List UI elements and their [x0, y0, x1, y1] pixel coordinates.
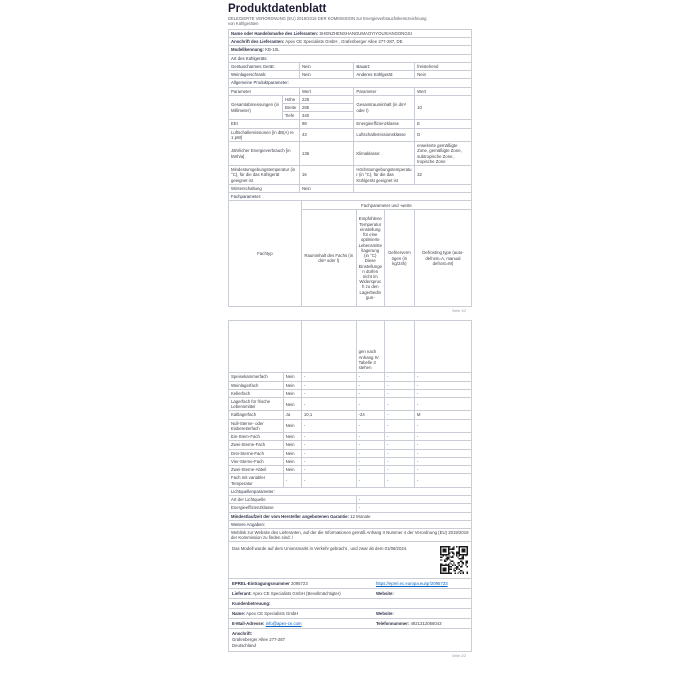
fach-row: [229, 457, 472, 465]
general-params-table: [228, 119, 472, 193]
fach-value-cell: -: [301, 398, 356, 411]
fach-value-cell: -: [414, 474, 471, 487]
param-label: Höchstumgebungstemperatur (in °C), für die das Kühlgerät geeignet ist: [354, 166, 415, 185]
fach-value-cell: -: [301, 449, 356, 457]
eprel-number: [232, 581, 376, 586]
fach-value-cell: -: [356, 419, 384, 432]
fach-span-header: Fachparameter und -werte: [301, 201, 471, 210]
fach-row: [229, 398, 472, 411]
weblink-table: [228, 528, 472, 542]
row-label: Bauart:: [354, 62, 415, 70]
param-label: Art der Lichtquelle: [229, 496, 357, 504]
fach-value-cell: -: [356, 398, 384, 411]
column-header-freeze: Gefriervermögen (in kg/24h): [384, 210, 414, 307]
section-header-more: Weitere Angaben:: [229, 520, 472, 528]
eprel-number-row: [229, 579, 471, 589]
qr-code: [440, 546, 468, 574]
table-row: [229, 120, 472, 128]
volume-value: 10: [415, 95, 472, 120]
fach-header-table: [228, 200, 472, 307]
fach-value-cell: -: [414, 466, 471, 474]
fach-value-cell: -: [301, 389, 356, 397]
param-value: -: [356, 504, 471, 512]
support-contact-row: [229, 619, 471, 629]
eprel-number-label: EPREL-Eintragungsnummer: [232, 581, 290, 587]
address-line1: Grafenberger Allee 277-287: [232, 636, 286, 642]
name-label: Name:: [232, 611, 246, 617]
param-label: Energieeffizienzklasse: [354, 120, 415, 128]
fach-type-cell: Vier-Sterne-Fach: [229, 457, 284, 465]
column-header: Wert: [299, 87, 353, 95]
market-info-box: [228, 541, 472, 579]
param-value: -: [356, 496, 471, 504]
document-subtitle: DELEGIERTE VERORDNUNG (EU) 2019/2016 DER KOMMISSION zur Energieverbrauchskennzeichnung von Kühlgeräten: [228, 16, 427, 27]
fach-value-cell: Nein: [283, 373, 301, 381]
dimensions-label: Gesamtabmessungen (in Millimeter): [229, 95, 283, 120]
fach-type-cell: Drei-Sterne-Fach: [229, 449, 284, 457]
fach-value-cell: -: [414, 457, 471, 465]
param-value: 32: [415, 166, 472, 185]
param-label: Winterschaltung: [229, 184, 300, 192]
warranty-label: Mindestlaufzeit der vom Hersteller angebotenen Garantie:: [231, 513, 349, 519]
support-name: [232, 611, 376, 616]
fach-value-cell: -: [356, 449, 384, 457]
row-value: Nein: [299, 62, 353, 70]
fach-value-cell: -: [384, 389, 414, 397]
light-table: [228, 495, 472, 512]
param-label: EEI: [229, 120, 300, 128]
table-row: [229, 128, 472, 141]
fach-type-cell: Speisekammerfach: [229, 373, 284, 381]
fach-value-cell: -: [414, 389, 471, 397]
fach-table: [228, 320, 472, 488]
section-header-general: Allgemeine Produktparameter:: [229, 79, 472, 87]
website-cell: [376, 591, 468, 596]
fach-value-cell: -: [356, 381, 384, 389]
table-row: [229, 321, 472, 373]
column-header-temp: Empfohlene Temperatureinstellung für eine optimierte Lebensmittellagerung (in °C) Diese Einstellungen dürfen nicht im Widerspruch zu den Lagerbedingun-: [356, 210, 384, 307]
fach-value-cell: -: [356, 466, 384, 474]
param-label: Luftschallemissionen [in dB(A) re 1 pW]: [229, 128, 300, 141]
fach-table-body: [229, 373, 472, 488]
fach-value-cell: -: [301, 433, 356, 441]
dimensions-table: [228, 95, 472, 121]
supplier-table: [228, 29, 472, 55]
column-header: Wert: [415, 87, 472, 95]
row-value: Nein: [415, 71, 472, 79]
warranty-value: 12 Monate: [350, 513, 371, 519]
fach-value-cell: -: [301, 466, 356, 474]
email-label: E-Mail-Adresse:: [232, 621, 265, 627]
supplier-address-value: Apex CE Specialists GmbH , Grafenberger Allee 277-287, DE: [285, 39, 403, 45]
fach-type-cell: Kellerfach: [229, 389, 284, 397]
empty-cell: [229, 321, 302, 373]
fach-value-cell: Nein: [283, 466, 301, 474]
table-row: [229, 142, 472, 166]
table-row: [229, 201, 472, 210]
fach-value-cell: -: [384, 433, 414, 441]
market-info-text: Das Modell wurde auf dem Unionsmarkt in Verkehr gebracht , und zwar ab dem 01/08/2024.: [232, 546, 408, 552]
param-label: Klimaklasse:: [354, 142, 415, 166]
name-value: Apex CE Specialists GmbH: [246, 611, 299, 617]
fach-row: [229, 449, 472, 457]
empty-cell: [301, 321, 356, 373]
support-header-row: [229, 599, 471, 609]
column-header: Parameter: [354, 87, 415, 95]
fach-type-cell: Zwei-Sterne-Fach: [229, 441, 284, 449]
table-row: [229, 95, 472, 103]
weblink-text: Weblink zur Website des Lieferanten, auf der die Informationen gemäß Anhang II Nummer 4 der Verordnung (EU) 2019/2019 der Kommission zu finden sind: /: [229, 528, 472, 541]
page-2: [228, 320, 472, 659]
phone-label: Telefonnummer:: [375, 621, 410, 627]
fach-value-cell: -: [301, 419, 356, 432]
fach-value-cell: M: [414, 411, 471, 419]
fach-value-cell: -: [414, 398, 471, 411]
fach-type-cell: Kaltlagerfach: [229, 411, 284, 419]
fach-value-cell: -: [384, 398, 414, 411]
fach-row: [229, 373, 472, 381]
row-label: Anderes Kühlgerät:: [354, 71, 415, 79]
eprel-box: [228, 578, 472, 651]
param-label: Mindestumgebungstemperatur (in °C), für die das Kühlgerät geeignet ist: [229, 166, 300, 185]
fach-value-cell: -: [384, 441, 414, 449]
fach-value-cell: 10,1: [301, 411, 356, 419]
support-name-row: [229, 609, 471, 619]
fach-type-cell: Lagerfach für frische Lebensmittel: [229, 398, 284, 411]
supplier-name-value: SHENZHENSHANGUMAOYIYOUXIANGONGSI: [319, 30, 412, 36]
param-value: 43: [299, 128, 353, 141]
fach-row: [229, 411, 472, 419]
row-value: freistehend: [415, 62, 472, 70]
fach-value-cell: -: [384, 449, 414, 457]
dimension-sub-value: 340: [299, 112, 353, 120]
support-email: [232, 621, 376, 626]
fach-value-cell: -24: [356, 411, 384, 419]
fach-row: [229, 441, 472, 449]
empty-cell: [414, 321, 471, 373]
param-label: Luftschallemissionsklasse: [354, 128, 415, 141]
fach-row: [229, 381, 472, 389]
datasheet-document: [228, 0, 472, 659]
param-value: E: [415, 120, 472, 128]
model-id-label: Modellkennung:: [231, 47, 264, 53]
fach-value-cell: -: [414, 441, 471, 449]
support-phone: [376, 621, 468, 626]
fach-value-cell: -: [301, 474, 356, 487]
param-value: 136: [299, 142, 353, 166]
fach-value-cell: -: [356, 373, 384, 381]
dimension-sub-value: 285: [299, 104, 353, 112]
website-label: Website:: [375, 611, 394, 617]
row-label: Geräuscharmes Gerät:: [229, 62, 300, 70]
supplier-name-label: Name oder Handelsmarke des Lieferanten:: [231, 30, 319, 36]
eprel-number-value: 2095723: [290, 581, 308, 587]
page-2-footer: Seite 2/2: [452, 653, 466, 658]
fach-row: [229, 474, 472, 487]
param-label: Jährlicher Energieverbrauch [in kWh/a]: [229, 142, 300, 166]
supplier-label: Lieferant:: [232, 591, 252, 597]
supplier-address-label: Anschrift des Lieferanten:: [231, 39, 285, 45]
address-label: Anschrift:: [232, 631, 253, 637]
address-block: [232, 631, 468, 649]
fach-value-cell: -: [414, 373, 471, 381]
column-header-temp-continued: gen nach Anhang IV Tabelle 3 stehen: [356, 321, 384, 373]
page-1-footer: Seite 1/2: [452, 309, 466, 314]
eprel-link-cell: [376, 581, 468, 586]
address-row: [229, 629, 471, 651]
param-value: 16: [299, 166, 353, 185]
fach-value-cell: Nein: [283, 441, 301, 449]
fach-value-cell: -: [384, 474, 414, 487]
model-id-value: KB-10L: [265, 47, 280, 53]
fach-value-cell: -: [384, 466, 414, 474]
fach-value-cell: -: [356, 389, 384, 397]
email-link[interactable]: info@apex-ce.com: [265, 621, 302, 627]
fach-value-cell: -: [384, 419, 414, 432]
table-row: [229, 166, 472, 185]
fach-value-cell: -: [356, 433, 384, 441]
dimension-sub-value: 225: [299, 95, 353, 103]
fach-value-cell: Nein: [283, 419, 301, 432]
fach-value-cell: Nein: [283, 457, 301, 465]
fach-value-cell: -: [301, 381, 356, 389]
fach-value-cell: -: [301, 441, 356, 449]
fach-value-cell: -: [384, 411, 414, 419]
fach-type-cell: Weinlagerfach: [229, 381, 284, 389]
fach-row: [229, 419, 472, 432]
type-table: [228, 62, 472, 79]
param-value: erweiterte gemäßigte Zone, gemäßigte Zone, subtropische Zone, tropische Zone: [415, 142, 472, 166]
fach-row: [229, 466, 472, 474]
fach-value-cell: -: [384, 373, 414, 381]
fach-value-cell: Nein: [283, 449, 301, 457]
fach-value-cell: -: [356, 474, 384, 487]
dimension-sub-label: Höhe: [282, 95, 299, 103]
website-cell: [376, 611, 468, 616]
column-header: Parameter: [229, 87, 300, 95]
param-label: Energieeffizienzklasse: [229, 504, 357, 512]
table-row: [229, 29, 472, 37]
volume-label: Gesamtrauminhalt (in dm³ oder l): [354, 95, 415, 120]
param-value: D: [415, 128, 472, 141]
row-value: Nein: [299, 71, 353, 79]
row-label: Weinlagerschrank:: [229, 71, 300, 79]
eprel-link[interactable]: https://eprel.ec.europa.eu/qr/2095723: [375, 581, 448, 587]
supplier-address-cell: [229, 38, 472, 46]
page-1: [228, 3, 472, 314]
dimension-sub-label: Tiefe: [282, 112, 299, 120]
fach-value-cell: -: [414, 433, 471, 441]
param-value: Nein: [299, 184, 353, 192]
column-header-fachtyp: Fachtyp: [229, 201, 302, 307]
fach-value-cell: -: [384, 381, 414, 389]
table-row: [229, 496, 472, 504]
section-header-fach: Fachparameter:: [229, 193, 472, 201]
fach-type-cell: Fach mit variabler Temperatur: [229, 474, 284, 487]
fach-value-cell: Nein: [283, 381, 301, 389]
page-title: Produktdatenblatt: [228, 3, 327, 15]
fach-value-cell: -: [384, 457, 414, 465]
dimension-sub-label: Breite: [282, 104, 299, 112]
fach-type-cell: Ein-Stern-Fach: [229, 433, 284, 441]
fach-value-cell: -: [356, 441, 384, 449]
fach-value-cell: -: [414, 419, 471, 432]
fach-row: [229, 389, 472, 397]
table-row: [229, 62, 472, 70]
column-header-defrost: Defrosting type (auto-defrost=A, manual defrost=M): [414, 210, 471, 307]
fach-value-cell: Nein: [283, 389, 301, 397]
fach-value-cell: Nein: [283, 398, 301, 411]
column-header-volume: Rauminhalt des Fachs (in dm³ oder l): [301, 210, 356, 307]
address-line2: Deutschland: [232, 642, 256, 648]
fach-value-cell: -: [283, 474, 301, 487]
website-label: Website:: [375, 591, 394, 597]
fach-value-cell: -: [301, 373, 356, 381]
fach-value-cell: -: [356, 457, 384, 465]
fach-value-cell: Nein: [283, 433, 301, 441]
fach-value-cell: Ja: [283, 411, 301, 419]
eprel-supplier: [232, 591, 376, 596]
table-row: [229, 38, 472, 46]
supplier-value: Apex CE Specialists GmbH (Bevollmächtigter): [252, 591, 341, 597]
param-value: 98: [299, 120, 353, 128]
section-header-art: Art des Kühlgeräts:: [229, 54, 472, 62]
supplier-name-cell: [229, 29, 472, 37]
fach-row: [229, 433, 472, 441]
section-header-light: Lichtquellenparameter:: [229, 487, 472, 495]
fach-value-cell: -: [301, 457, 356, 465]
phone-value: 4921312066043: [410, 621, 442, 627]
eprel-supplier-row: [229, 589, 471, 599]
empty-cell: [384, 321, 414, 373]
fach-value-cell: -: [414, 449, 471, 457]
fach-type-cell: Null-Sterne- oder Eisbereiterfach: [229, 419, 284, 432]
fach-type-cell: Zwei-Sterne-Abteil: [229, 466, 284, 474]
fach-value-cell: -: [414, 381, 471, 389]
support-header: Kundenbetreuung:: [232, 601, 271, 607]
